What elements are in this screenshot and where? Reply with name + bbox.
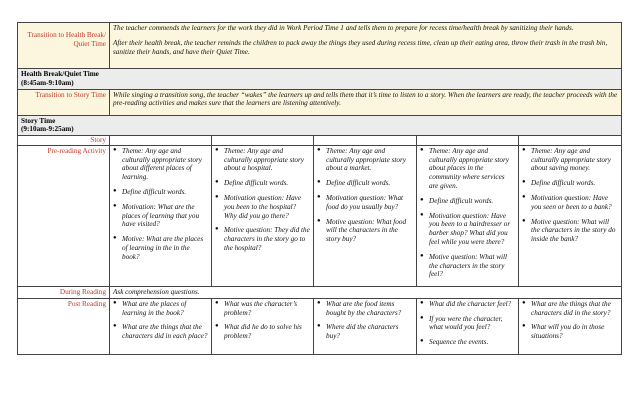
- during-reading-label: During Reading: [18, 287, 110, 299]
- post-reading-label: Post Reading: [18, 298, 110, 354]
- post-reading-col: [519, 298, 622, 354]
- health-break-row: [18, 69, 622, 90]
- story-time-heading: [18, 115, 622, 136]
- lesson-plan-table: [17, 22, 622, 355]
- list-item: ● Define difficult words.: [531, 179, 618, 188]
- health-break-time: (8:45am-9:10am): [21, 78, 74, 87]
- list-item: ● Where did the characters buy?: [326, 323, 413, 341]
- post-reading-col: [417, 298, 519, 354]
- list-item: ● Motivation: What are the places of learning that you have visited?: [122, 203, 208, 229]
- story-time-title: Story Time: [21, 116, 56, 125]
- list-item: ● Define difficult words.: [429, 197, 515, 206]
- during-reading-row: [18, 287, 622, 299]
- prereading-col: [110, 145, 212, 286]
- transition-health-break-label: Transition to Health Break/ Quiet Time: [18, 23, 110, 69]
- list-item: ● Motivation question: Have you been to a hairdresser or barber shop? What did you feel while you were there?: [429, 212, 515, 247]
- list-item: ● Motive: What are the places of learning in the in the book?: [122, 235, 208, 261]
- list-item: ● If you were the character, what would you feel?: [429, 315, 515, 333]
- list-item: ● Sequence the events.: [429, 338, 515, 347]
- list-item: ● Motive question: What food will the characters in the story buy?: [326, 218, 413, 244]
- story-time-time: (9:10am-9:25am): [21, 125, 74, 134]
- story-cell: [110, 136, 212, 146]
- story-cell: [212, 136, 314, 146]
- list-item: ● Motive question: What will the characters in the story do inside the bank?: [531, 218, 618, 244]
- story-label: Story: [18, 136, 110, 146]
- prereading-row: [18, 145, 622, 286]
- list-item: ● Motive question: They did the characters in the story go to the hospital?: [224, 226, 310, 252]
- story-cell: [417, 136, 519, 146]
- list-item: ● Motivation question: Have you seen or been to a bank?: [531, 194, 618, 212]
- during-reading-text: Ask comprehension questions.: [110, 287, 622, 299]
- list-item: ● What will you do in those situations?: [531, 323, 618, 341]
- list-item: ● What are the food items bought by the characters?: [326, 300, 413, 318]
- list-item: ● Theme: Any age and culturally appropriate story about saving money.: [531, 147, 618, 173]
- post-reading-col: [212, 298, 314, 354]
- list-item: ● What did he do to solve his problem?: [224, 323, 310, 341]
- prereading-label: Pre-reading Activity: [18, 145, 110, 286]
- list-item: ● Motive question: What will the characters in the story feel?: [429, 253, 515, 279]
- story-time-row: [18, 115, 622, 136]
- post-reading-col: [314, 298, 417, 354]
- health-break-title: Health Break/Quiet Time: [21, 70, 99, 78]
- prereading-col: [314, 145, 417, 286]
- list-item: ● Motivation question: Have you been to the hospital? Why did you go there?: [224, 194, 310, 220]
- transition-story-row: [18, 89, 622, 115]
- list-item: ● Theme: Any age and culturally appropriate story about different places of learning.: [122, 147, 208, 182]
- list-item: ● Theme: Any age and culturally appropriate story about a hospital.: [224, 147, 310, 173]
- transition-health-break-p2: After their health break, the teacher reminds the children to pack away the things they used during recess time, clean up their eating area, throw their trash in the trash bin, sanitize their hands, and have their Quiet Time.: [113, 38, 608, 56]
- story-cell: [519, 136, 622, 146]
- transition-health-break-row: [18, 23, 622, 69]
- prereading-col: [212, 145, 314, 286]
- health-break-heading: [18, 69, 622, 90]
- list-item: ● What are the things that the characters did in the story?: [531, 300, 618, 318]
- lesson-plan-page: [17, 22, 621, 355]
- list-item: ● What are the things that the characters did in each place?: [122, 323, 208, 341]
- prereading-col: [519, 145, 622, 286]
- transition-health-break-text: [110, 23, 622, 69]
- list-item: ● Define difficult words.: [326, 179, 413, 188]
- list-item: ● Motivation question: What food do you usually buy?: [326, 194, 413, 212]
- list-item: ● What did the character feel?: [429, 300, 515, 309]
- transition-story-label: Transition to Story Time: [18, 89, 110, 115]
- prereading-col: [417, 145, 519, 286]
- story-row: [18, 136, 622, 146]
- transition-health-break-p1: The teacher commends the learners for the work they did in Work Period Time 1 and tells them to prepare for recess time/health break by sanitizing their hands.: [113, 24, 574, 32]
- transition-story-text: While singing a transition song, the teacher “wakes” the learners up and tells them that it’s time to listen to a story. When the learners are ready, the teacher proceeds with the pre-reading activities and makes sure that the learners are listening attentively.: [110, 89, 622, 115]
- list-item: ● What was the character’s problem?: [224, 300, 310, 318]
- list-item: ● Theme: Any age and culturally appropriate story about a market.: [326, 147, 413, 173]
- post-reading-row: [18, 298, 622, 354]
- list-item: ● Theme: Any age and culturally appropriate story about places in the community where services are given.: [429, 147, 515, 191]
- list-item: ● What are the places of learning in the book?: [122, 300, 208, 318]
- list-item: ● Define difficult words.: [122, 188, 208, 197]
- post-reading-col: [110, 298, 212, 354]
- story-cell: [314, 136, 417, 146]
- list-item: ● Define difficult words.: [224, 179, 310, 188]
